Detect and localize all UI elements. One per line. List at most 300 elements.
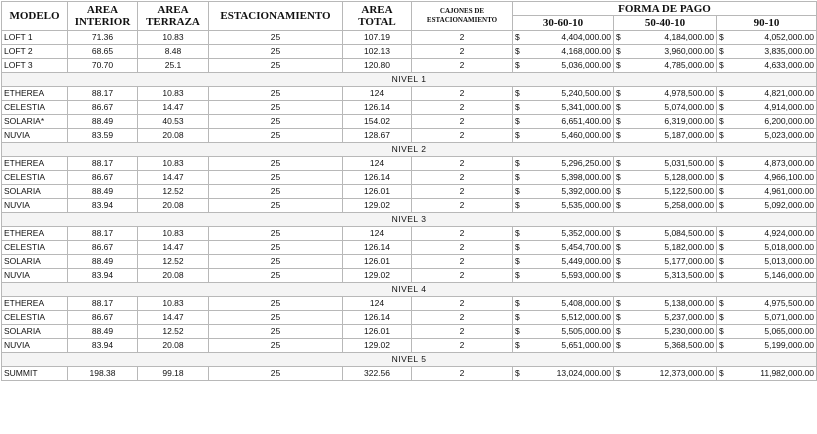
cell-price — [717, 45, 817, 59]
cell-area-interior: 86.67 — [68, 171, 138, 185]
cell-price — [614, 87, 717, 101]
price-amount: 5,505,000.00 — [561, 326, 611, 336]
cell-price — [614, 227, 717, 241]
currency-symbol: $ — [616, 46, 621, 56]
cell-price — [717, 87, 817, 101]
currency-symbol: $ — [616, 228, 621, 238]
price-amount: 5,146,000.00 — [764, 270, 814, 280]
cell-area-terraza: 14.47 — [138, 241, 209, 255]
cell-estacionamiento: 25 — [209, 45, 343, 59]
currency-symbol: $ — [616, 242, 621, 252]
cell-area-total: 126.01 — [343, 185, 412, 199]
cell-modelo: ETHEREA — [2, 227, 68, 241]
cell-price — [614, 31, 717, 45]
price-amount: 6,651,400.00 — [561, 116, 611, 126]
cell-area-total: 129.02 — [343, 199, 412, 213]
cell-price — [614, 115, 717, 129]
currency-symbol: $ — [616, 200, 621, 210]
cell-area-terraza: 20.08 — [138, 269, 209, 283]
cell-area-interior: 88.17 — [68, 227, 138, 241]
cell-price — [717, 157, 817, 171]
cell-area-total: 124 — [343, 297, 412, 311]
cell-area-total: 129.02 — [343, 339, 412, 353]
price-amount: 5,535,000.00 — [561, 200, 611, 210]
cell-modelo: ETHEREA — [2, 297, 68, 311]
cell-cajones: 2 — [412, 325, 513, 339]
cell-price — [614, 185, 717, 199]
currency-symbol: $ — [719, 186, 724, 196]
price-amount: 4,785,000.00 — [664, 60, 714, 70]
currency-symbol: $ — [719, 298, 724, 308]
price-amount: 12,373,000.00 — [659, 368, 714, 378]
price-amount: 5,065,000.00 — [764, 326, 814, 336]
currency-symbol: $ — [719, 312, 724, 322]
price-amount: 5,018,000.00 — [764, 242, 814, 252]
cell-price — [513, 59, 614, 73]
cell-area-total: 102.13 — [343, 45, 412, 59]
table-row — [2, 255, 817, 269]
cell-estacionamiento: 25 — [209, 367, 343, 381]
cell-area-interior: 88.49 — [68, 185, 138, 199]
price-amount: 4,821,000.00 — [764, 88, 814, 98]
cell-estacionamiento: 25 — [209, 325, 343, 339]
cell-area-total: 128.67 — [343, 129, 412, 143]
header-area-total: AREA TOTAL — [343, 2, 412, 31]
cell-area-total: 120.80 — [343, 59, 412, 73]
currency-symbol: $ — [515, 130, 520, 140]
price-amount: 5,182,000.00 — [664, 242, 714, 252]
currency-symbol: $ — [515, 158, 520, 168]
cell-cajones: 2 — [412, 255, 513, 269]
currency-symbol: $ — [719, 88, 724, 98]
cell-price — [513, 325, 614, 339]
cell-cajones: 2 — [412, 31, 513, 45]
price-amount: 5,074,000.00 — [664, 102, 714, 112]
header-area-terraza: AREA TERRAZA — [138, 2, 209, 31]
currency-symbol: $ — [515, 186, 520, 196]
currency-symbol: $ — [719, 116, 724, 126]
cell-cajones: 2 — [412, 129, 513, 143]
currency-symbol: $ — [515, 298, 520, 308]
cell-area-interior: 88.17 — [68, 87, 138, 101]
cell-modelo: SOLARIA — [2, 185, 68, 199]
price-amount: 4,966,100.00 — [764, 172, 814, 182]
currency-symbol: $ — [616, 158, 621, 168]
table-row — [2, 325, 817, 339]
cell-estacionamiento: 25 — [209, 157, 343, 171]
currency-symbol: $ — [719, 102, 724, 112]
table-row — [2, 31, 817, 45]
cell-price — [513, 87, 614, 101]
cell-area-total: 154.02 — [343, 115, 412, 129]
table-row — [2, 241, 817, 255]
header-plan-50-40-10: 50-40-10 — [614, 16, 717, 31]
header-plan-90-10: 90-10 — [717, 16, 817, 31]
cell-modelo: NUVIA — [2, 129, 68, 143]
price-amount: 4,633,000.00 — [764, 60, 814, 70]
table-row — [2, 101, 817, 115]
cell-modelo: NUVIA — [2, 199, 68, 213]
header-modelo: MODELO — [2, 2, 68, 31]
cell-price — [717, 311, 817, 325]
currency-symbol: $ — [616, 368, 621, 378]
cell-area-total: 126.14 — [343, 311, 412, 325]
price-amount: 5,313,500.00 — [664, 270, 714, 280]
price-amount: 5,122,500.00 — [664, 186, 714, 196]
price-amount: 5,296,250.00 — [561, 158, 611, 168]
cell-estacionamiento: 25 — [209, 31, 343, 45]
cell-price — [717, 115, 817, 129]
cell-price — [614, 241, 717, 255]
cell-area-total: 126.01 — [343, 325, 412, 339]
price-amount: 5,240,500.00 — [561, 88, 611, 98]
currency-symbol: $ — [719, 32, 724, 42]
cell-estacionamiento: 25 — [209, 59, 343, 73]
table-row — [2, 185, 817, 199]
level-row — [2, 283, 817, 297]
cell-price — [717, 59, 817, 73]
currency-symbol: $ — [719, 60, 724, 70]
cell-area-terraza: 20.08 — [138, 129, 209, 143]
cell-cajones: 2 — [412, 171, 513, 185]
table-row — [2, 367, 817, 381]
price-amount: 5,593,000.00 — [561, 270, 611, 280]
currency-symbol: $ — [719, 326, 724, 336]
currency-symbol: $ — [719, 256, 724, 266]
level-label: NIVEL 5 — [2, 353, 817, 367]
table-row — [2, 87, 817, 101]
header-plan-30-60-10: 30-60-10 — [513, 16, 614, 31]
currency-symbol: $ — [616, 32, 621, 42]
cell-area-interior: 86.67 — [68, 311, 138, 325]
price-amount: 5,258,000.00 — [664, 200, 714, 210]
currency-symbol: $ — [616, 312, 621, 322]
price-amount: 5,036,000.00 — [561, 60, 611, 70]
cell-estacionamiento: 25 — [209, 255, 343, 269]
currency-symbol: $ — [515, 270, 520, 280]
level-row — [2, 143, 817, 157]
header-cajones: CAJONES DE ESTACIONAMIENTO — [412, 2, 513, 31]
currency-symbol: $ — [515, 256, 520, 266]
cell-cajones: 2 — [412, 311, 513, 325]
header-estacionamiento: ESTACIONAMIENTO — [209, 2, 343, 31]
cell-area-interior: 88.49 — [68, 325, 138, 339]
cell-price — [614, 129, 717, 143]
cell-price — [513, 339, 614, 353]
price-amount: 4,961,000.00 — [764, 186, 814, 196]
cell-cajones: 2 — [412, 59, 513, 73]
cell-price — [717, 325, 817, 339]
currency-symbol: $ — [719, 242, 724, 252]
cell-area-interior: 88.49 — [68, 115, 138, 129]
cell-modelo: NUVIA — [2, 339, 68, 353]
cell-cajones: 2 — [412, 115, 513, 129]
cell-estacionamiento: 25 — [209, 199, 343, 213]
cell-price — [513, 101, 614, 115]
cell-area-interior: 83.94 — [68, 339, 138, 353]
price-amount: 5,230,000.00 — [664, 326, 714, 336]
cell-area-total: 322.56 — [343, 367, 412, 381]
currency-symbol: $ — [515, 200, 520, 210]
cell-estacionamiento: 25 — [209, 339, 343, 353]
price-amount: 3,960,000.00 — [664, 46, 714, 56]
cell-area-terraza: 10.83 — [138, 87, 209, 101]
currency-symbol: $ — [719, 270, 724, 280]
cell-price — [717, 31, 817, 45]
cell-price — [717, 101, 817, 115]
cell-price — [717, 185, 817, 199]
cell-price — [513, 367, 614, 381]
cell-price — [513, 45, 614, 59]
cell-price — [513, 227, 614, 241]
price-amount: 5,187,000.00 — [664, 130, 714, 140]
cell-area-terraza: 99.18 — [138, 367, 209, 381]
cell-modelo: LOFT 3 — [2, 59, 68, 73]
cell-area-interior: 86.67 — [68, 241, 138, 255]
header-forma-de-pago: FORMA DE PAGO — [513, 2, 817, 16]
cell-price — [717, 227, 817, 241]
currency-symbol: $ — [616, 88, 621, 98]
table-row — [2, 311, 817, 325]
cell-cajones: 2 — [412, 45, 513, 59]
cell-price — [513, 157, 614, 171]
level-label: NIVEL 4 — [2, 283, 817, 297]
price-amount: 4,914,000.00 — [764, 102, 814, 112]
cell-area-terraza: 10.83 — [138, 297, 209, 311]
price-amount: 5,449,000.00 — [561, 256, 611, 266]
price-amount: 13,024,000.00 — [556, 368, 611, 378]
cell-area-interior: 198.38 — [68, 367, 138, 381]
cell-estacionamiento: 25 — [209, 269, 343, 283]
currency-symbol: $ — [515, 326, 520, 336]
cell-modelo: SOLARIA — [2, 325, 68, 339]
cell-cajones: 2 — [412, 241, 513, 255]
table-row — [2, 227, 817, 241]
cell-price — [717, 297, 817, 311]
currency-symbol: $ — [719, 130, 724, 140]
cell-area-interior: 70.70 — [68, 59, 138, 73]
price-amount: 5,199,000.00 — [764, 340, 814, 350]
cell-estacionamiento: 25 — [209, 87, 343, 101]
price-amount: 5,368,500.00 — [664, 340, 714, 350]
currency-symbol: $ — [515, 102, 520, 112]
level-row — [2, 353, 817, 367]
currency-symbol: $ — [515, 32, 520, 42]
cell-cajones: 2 — [412, 297, 513, 311]
cell-cajones: 2 — [412, 157, 513, 171]
cell-price — [614, 171, 717, 185]
cell-modelo: SOLARIA* — [2, 115, 68, 129]
price-amount: 5,092,000.00 — [764, 200, 814, 210]
level-label: NIVEL 2 — [2, 143, 817, 157]
cell-cajones: 2 — [412, 339, 513, 353]
price-amount: 5,138,000.00 — [664, 298, 714, 308]
cell-area-terraza: 8.48 — [138, 45, 209, 59]
price-amount: 3,835,000.00 — [764, 46, 814, 56]
cell-area-total: 129.02 — [343, 269, 412, 283]
cell-price — [513, 255, 614, 269]
cell-price — [513, 269, 614, 283]
price-amount: 5,460,000.00 — [561, 130, 611, 140]
price-amount: 5,454,700.00 — [561, 242, 611, 252]
cell-modelo: LOFT 2 — [2, 45, 68, 59]
cell-price — [717, 241, 817, 255]
price-amount: 5,013,000.00 — [764, 256, 814, 266]
price-amount: 5,237,000.00 — [664, 312, 714, 322]
table-row — [2, 297, 817, 311]
cell-area-terraza: 20.08 — [138, 339, 209, 353]
price-amount: 5,392,000.00 — [561, 186, 611, 196]
currency-symbol: $ — [616, 60, 621, 70]
table-row — [2, 45, 817, 59]
price-amount: 4,978,500.00 — [664, 88, 714, 98]
cell-cajones: 2 — [412, 227, 513, 241]
cell-price — [614, 255, 717, 269]
currency-symbol: $ — [616, 298, 621, 308]
cell-estacionamiento: 25 — [209, 311, 343, 325]
price-amount: 5,177,000.00 — [664, 256, 714, 266]
cell-area-terraza: 14.47 — [138, 311, 209, 325]
level-row — [2, 213, 817, 227]
price-amount: 5,398,000.00 — [561, 172, 611, 182]
currency-symbol: $ — [515, 368, 520, 378]
cell-area-terraza: 12.52 — [138, 255, 209, 269]
cell-area-terraza: 12.52 — [138, 185, 209, 199]
table-row — [2, 157, 817, 171]
cell-price — [513, 115, 614, 129]
cell-estacionamiento: 25 — [209, 185, 343, 199]
table-row — [2, 269, 817, 283]
cell-area-terraza: 10.83 — [138, 157, 209, 171]
cell-modelo: CELESTIA — [2, 241, 68, 255]
currency-symbol: $ — [515, 242, 520, 252]
cell-price — [614, 101, 717, 115]
cell-area-interior: 83.94 — [68, 269, 138, 283]
cell-area-total: 126.14 — [343, 171, 412, 185]
cell-price — [614, 339, 717, 353]
cell-area-total: 126.01 — [343, 255, 412, 269]
cell-cajones: 2 — [412, 87, 513, 101]
currency-symbol: $ — [515, 116, 520, 126]
cell-area-interior: 88.49 — [68, 255, 138, 269]
cell-cajones: 2 — [412, 367, 513, 381]
currency-symbol: $ — [616, 186, 621, 196]
cell-modelo: LOFT 1 — [2, 31, 68, 45]
cell-price — [513, 241, 614, 255]
cell-estacionamiento: 25 — [209, 241, 343, 255]
cell-area-terraza: 12.52 — [138, 325, 209, 339]
cell-price — [717, 367, 817, 381]
cell-area-terraza: 14.47 — [138, 101, 209, 115]
price-amount: 4,404,000.00 — [561, 32, 611, 42]
price-amount: 4,924,000.00 — [764, 228, 814, 238]
currency-symbol: $ — [515, 228, 520, 238]
currency-symbol: $ — [719, 340, 724, 350]
cell-area-terraza: 20.08 — [138, 199, 209, 213]
cell-modelo: SUMMIT — [2, 367, 68, 381]
price-amount: 5,084,500.00 — [664, 228, 714, 238]
price-amount: 5,071,000.00 — [764, 312, 814, 322]
table-row — [2, 339, 817, 353]
cell-modelo: CELESTIA — [2, 311, 68, 325]
cell-price — [513, 129, 614, 143]
cell-area-terraza: 14.47 — [138, 171, 209, 185]
currency-symbol: $ — [616, 102, 621, 112]
level-row — [2, 73, 817, 87]
cell-price — [513, 311, 614, 325]
price-amount: 6,319,000.00 — [664, 116, 714, 126]
currency-symbol: $ — [616, 172, 621, 182]
price-amount: 6,200,000.00 — [764, 116, 814, 126]
cell-area-interior: 88.17 — [68, 297, 138, 311]
price-amount: 11,982,000.00 — [760, 368, 814, 378]
currency-symbol: $ — [616, 326, 621, 336]
cell-cajones: 2 — [412, 199, 513, 213]
currency-symbol: $ — [719, 46, 724, 56]
cell-price — [513, 171, 614, 185]
cell-price — [614, 325, 717, 339]
cell-price — [717, 199, 817, 213]
cell-estacionamiento: 25 — [209, 297, 343, 311]
currency-symbol: $ — [616, 130, 621, 140]
table-row — [2, 115, 817, 129]
price-amount: 5,352,000.00 — [561, 228, 611, 238]
cell-area-interior: 88.17 — [68, 157, 138, 171]
cell-modelo: ETHEREA — [2, 87, 68, 101]
cell-modelo: SOLARIA — [2, 255, 68, 269]
cell-area-terraza: 40.53 — [138, 115, 209, 129]
cell-area-total: 124 — [343, 87, 412, 101]
cell-area-interior: 86.67 — [68, 101, 138, 115]
price-amount: 5,128,000.00 — [664, 172, 714, 182]
cell-area-interior: 71.36 — [68, 31, 138, 45]
cell-area-total: 107.19 — [343, 31, 412, 45]
currency-symbol: $ — [719, 228, 724, 238]
table-row — [2, 129, 817, 143]
cell-price — [717, 269, 817, 283]
cell-price — [614, 367, 717, 381]
price-amount: 5,651,000.00 — [561, 340, 611, 350]
cell-area-total: 126.14 — [343, 101, 412, 115]
currency-symbol: $ — [515, 60, 520, 70]
currency-symbol: $ — [515, 340, 520, 350]
cell-modelo: NUVIA — [2, 269, 68, 283]
cell-estacionamiento: 25 — [209, 227, 343, 241]
cell-modelo: CELESTIA — [2, 101, 68, 115]
cell-area-terraza: 10.83 — [138, 227, 209, 241]
table-row — [2, 171, 817, 185]
level-label: NIVEL 1 — [2, 73, 817, 87]
cell-price — [614, 45, 717, 59]
cell-price — [717, 129, 817, 143]
price-amount: 5,408,000.00 — [561, 298, 611, 308]
cell-area-terraza: 10.83 — [138, 31, 209, 45]
currency-symbol: $ — [515, 46, 520, 56]
cell-area-total: 126.14 — [343, 241, 412, 255]
price-amount: 5,341,000.00 — [561, 102, 611, 112]
cell-price — [513, 297, 614, 311]
currency-symbol: $ — [719, 200, 724, 210]
table-row — [2, 199, 817, 213]
price-amount: 5,031,500.00 — [664, 158, 714, 168]
cell-modelo: ETHEREA — [2, 157, 68, 171]
currency-symbol: $ — [616, 256, 621, 266]
cell-cajones: 2 — [412, 269, 513, 283]
cell-cajones: 2 — [412, 185, 513, 199]
cell-area-total: 124 — [343, 157, 412, 171]
cell-cajones: 2 — [412, 101, 513, 115]
cell-price — [513, 31, 614, 45]
